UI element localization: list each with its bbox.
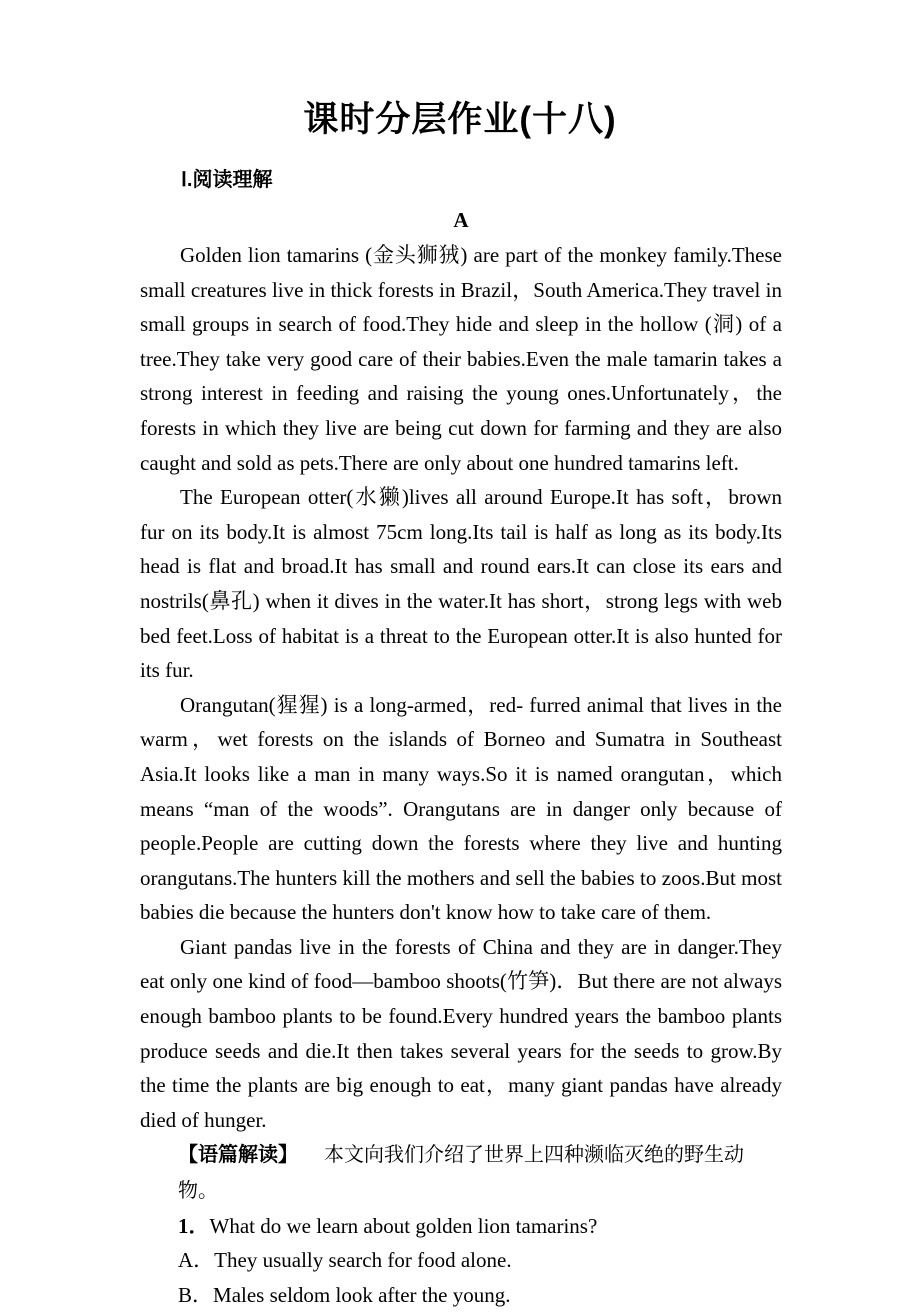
question-1-text: What do we learn about golden lion tamarins? [209,1213,598,1238]
paragraph-tamarins: Golden lion tamarins (金头狮狨) are part of the monkey family.These small creatures live in thick forests in Brazil，South America.They travel in small groups in search of food.They hide and sleep in the hollow (洞) of a tree.They take very good care of their babies.Even the male tamarin takes a strong interest in feeding and raising the young ones.Unfortunately，the forests in which they live are being cut down for farming and they are also caught and sold as pets.There are only about one hundred tamarins left. [140,243,782,475]
section-heading: Ⅰ.阅读理解 [181,169,273,191]
analysis-text: 本文向我们介绍了世界上四种濒临灭绝的野生动物。 [178,1144,744,1203]
option-b-label: B． [178,1282,214,1307]
passage-body [140,238,782,1312]
question-1-option-a [140,1243,782,1278]
paragraph-otter: The European otter(水獭)lives all around Europe.It has soft，brown fur on its body.It is almost 75cm long.Its tail is half as long as its body.Its head is flat and broad.It has small and round ears.It can close its ears and nostrils(鼻孔) when it dives in the water.It has short，strong legs with web bed feet.Loss of habitat is a threat to the European otter.It is also hunted for its fur. [140,485,782,683]
paragraph-orangutan: Orangutan(猩猩) is a long-armed，red- furred animal that lives in the warm，wet forests on the islands of Borneo and Sumatra in Southeast Asia.It looks like a man in many ways.So it is named orangutan，which means “man of the woods”. Orangutans are in danger only because of people.People are cutting down the forests where they live and hunting orangutans.The hunters kill the mothers and sell the babies to zoos.But most babies die because the hunters don't know how to take care of them. [140,692,782,925]
passage-analysis [140,1137,782,1208]
question-1-option-b [140,1278,782,1312]
paragraph-pandas: Giant pandas live in the forests of China and they are in danger.They eat only one kind of food—bamboo shoots(竹笋)．But there are not always enough bamboo plants to be found.Every hundred years the bamboo plants produce seeds and die.It then takes several years for the seeds to grow.By the time the plants are big enough to eat，many giant pandas have already died of hunger. [140,934,782,1132]
question-1-number: 1． [178,1213,210,1238]
option-a-label: A． [178,1248,215,1273]
option-b-text: Males seldom look after the young. [213,1282,511,1307]
analysis-label: 【语篇解读】 [178,1144,298,1167]
option-a-text: They usually search for food alone. [214,1248,512,1273]
page-title: 课时分层作业(十八) [303,100,617,139]
passage-label: A [453,208,469,232]
question-1 [140,1209,782,1244]
